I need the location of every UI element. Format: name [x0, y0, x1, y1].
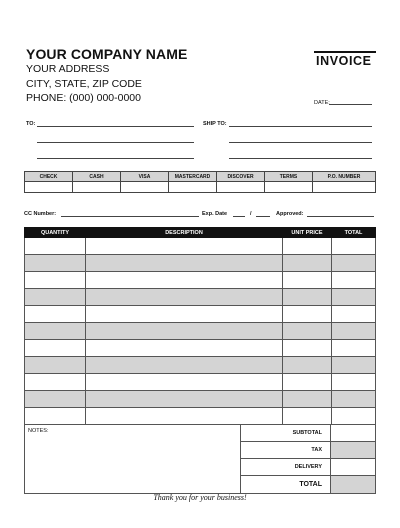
- unit-price-cell[interactable]: [283, 272, 332, 289]
- unit-price-cell[interactable]: [283, 391, 332, 408]
- ship-to-field-line-3[interactable]: [229, 158, 372, 159]
- quantity-cell[interactable]: [25, 238, 86, 255]
- description-cell[interactable]: [86, 238, 283, 255]
- to-field-line-2[interactable]: [37, 142, 194, 143]
- company-name: YOUR COMPANY NAME: [26, 46, 188, 62]
- ship-to-label: SHIP TO:: [203, 121, 227, 127]
- payment-terms-label: TERMS: [265, 172, 313, 182]
- total-value[interactable]: [331, 476, 376, 494]
- unit-price-cell[interactable]: [283, 340, 332, 357]
- unit-price-cell[interactable]: [283, 408, 332, 425]
- description-cell[interactable]: [86, 323, 283, 340]
- table-row: [25, 391, 376, 408]
- description-cell[interactable]: [86, 272, 283, 289]
- notes-area[interactable]: [25, 425, 241, 494]
- payment-visa-label: VISA: [121, 172, 169, 182]
- exp-date-slash: /: [250, 211, 252, 217]
- payment-method-table: [24, 171, 376, 193]
- to-label: TO:: [26, 121, 36, 127]
- total-cell[interactable]: [332, 272, 376, 289]
- quantity-cell[interactable]: [25, 391, 86, 408]
- tax-label: TAX: [241, 442, 331, 459]
- payment-mastercard-cell[interactable]: [169, 182, 217, 193]
- total-cell[interactable]: [332, 374, 376, 391]
- table-row: [25, 289, 376, 306]
- quantity-cell[interactable]: [25, 408, 86, 425]
- tax-value[interactable]: [331, 442, 376, 459]
- description-cell[interactable]: [86, 340, 283, 357]
- subtotal-row: [25, 425, 376, 442]
- payment-check-label: CHECK: [25, 172, 73, 182]
- payment-po-number-label: P.O. NUMBER: [313, 172, 376, 182]
- table-row: [25, 340, 376, 357]
- payment-entry-row: [25, 182, 376, 193]
- company-address: YOUR ADDRESS: [26, 63, 110, 75]
- payment-visa-cell[interactable]: [121, 182, 169, 193]
- payment-check-cell[interactable]: [25, 182, 73, 193]
- payment-discover-label: DISCOVER: [217, 172, 265, 182]
- header-quantity: QUANTITY: [25, 228, 86, 238]
- to-field-line-1[interactable]: [37, 126, 194, 127]
- thank-you-message: Thank you for your business!: [153, 493, 247, 502]
- quantity-cell[interactable]: [25, 357, 86, 374]
- cc-number-field[interactable]: [61, 216, 199, 217]
- table-row: [25, 357, 376, 374]
- header-unit-price: UNIT PRICE: [283, 228, 332, 238]
- header-description: DESCRIPTION: [86, 228, 283, 238]
- payment-discover-cell[interactable]: [217, 182, 265, 193]
- company-phone: PHONE: (000) 000-0000: [26, 92, 141, 104]
- company-city: CITY, STATE, ZIP CODE: [26, 78, 142, 90]
- table-row: [25, 272, 376, 289]
- date-label: DATE:: [314, 100, 330, 106]
- table-row: [25, 238, 376, 255]
- delivery-value[interactable]: [331, 459, 376, 476]
- payment-header-row: [25, 172, 376, 182]
- total-cell[interactable]: [332, 357, 376, 374]
- total-cell[interactable]: [332, 340, 376, 357]
- payment-mastercard-label: MASTERCARD: [169, 172, 217, 182]
- subtotal-label: SUBTOTAL: [241, 425, 331, 442]
- unit-price-cell[interactable]: [283, 374, 332, 391]
- quantity-cell[interactable]: [25, 272, 86, 289]
- table-row: [25, 408, 376, 425]
- table-row: [25, 255, 376, 272]
- total-cell[interactable]: [332, 408, 376, 425]
- total-cell[interactable]: [332, 323, 376, 340]
- quantity-cell[interactable]: [25, 323, 86, 340]
- ship-to-field-line-2[interactable]: [229, 142, 372, 143]
- description-cell[interactable]: [86, 391, 283, 408]
- exp-year-field[interactable]: [256, 216, 270, 217]
- totals-table: [24, 424, 376, 494]
- delivery-label: DELIVERY: [241, 459, 331, 476]
- description-cell[interactable]: [86, 289, 283, 306]
- payment-cash-cell[interactable]: [73, 182, 121, 193]
- description-cell[interactable]: [86, 374, 283, 391]
- quantity-cell[interactable]: [25, 340, 86, 357]
- payment-cash-label: CASH: [73, 172, 121, 182]
- table-row: [25, 306, 376, 323]
- description-cell[interactable]: [86, 306, 283, 323]
- total-label: TOTAL: [241, 476, 331, 494]
- quantity-cell[interactable]: [25, 374, 86, 391]
- total-cell[interactable]: [332, 289, 376, 306]
- exp-month-field[interactable]: [233, 216, 245, 217]
- quantity-cell[interactable]: [25, 289, 86, 306]
- cc-number-label: CC Number:: [24, 211, 57, 217]
- invoice-title-rule: [314, 51, 376, 53]
- items-table: [24, 227, 376, 425]
- unit-price-cell[interactable]: [283, 289, 332, 306]
- description-cell[interactable]: [86, 357, 283, 374]
- subtotal-value[interactable]: [331, 425, 376, 442]
- to-field-line-3[interactable]: [37, 158, 194, 159]
- total-cell[interactable]: [332, 255, 376, 272]
- quantity-cell[interactable]: [25, 255, 86, 272]
- table-row: [25, 374, 376, 391]
- description-cell[interactable]: [86, 255, 283, 272]
- approved-field[interactable]: [307, 216, 374, 217]
- total-cell[interactable]: [332, 306, 376, 323]
- unit-price-cell[interactable]: [283, 238, 332, 255]
- description-cell[interactable]: [86, 408, 283, 425]
- notes-label: NOTES:: [28, 428, 49, 434]
- payment-po-number-cell[interactable]: [313, 182, 376, 193]
- unit-price-cell[interactable]: [283, 255, 332, 272]
- approved-label: Approved:: [276, 211, 304, 217]
- unit-price-cell[interactable]: [283, 306, 332, 323]
- table-row: [25, 323, 376, 340]
- unit-price-cell[interactable]: [283, 323, 332, 340]
- items-header-row: [25, 228, 376, 238]
- quantity-cell[interactable]: [25, 306, 86, 323]
- total-cell[interactable]: [332, 238, 376, 255]
- payment-terms-cell[interactable]: [265, 182, 313, 193]
- ship-to-field-line-1[interactable]: [229, 126, 372, 127]
- date-field[interactable]: [329, 104, 372, 105]
- unit-price-cell[interactable]: [283, 357, 332, 374]
- total-cell[interactable]: [332, 391, 376, 408]
- invoice-title: INVOICE: [316, 54, 372, 68]
- header-total: TOTAL: [332, 228, 376, 238]
- exp-date-label: Exp. Date: [202, 211, 228, 217]
